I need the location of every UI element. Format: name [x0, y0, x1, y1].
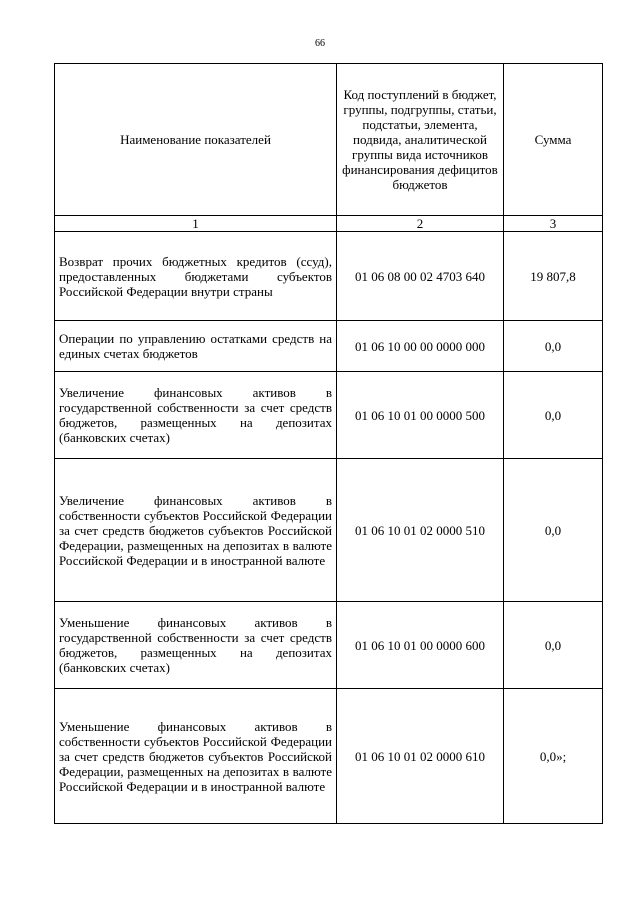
sources-of-financing-table — [54, 63, 603, 824]
header-name: Наименование показателей — [55, 64, 337, 216]
header-code: Код поступлений в бюджет, группы, подгруппы, статьи, подстатьи, элемента, подвида, аналитической группы вида источников финансирования дефицитов бюджетов — [337, 64, 504, 216]
row-code: 01 06 10 01 02 0000 610 — [337, 689, 504, 824]
row-sum: 0,0»; — [504, 689, 603, 824]
table-row — [55, 602, 603, 689]
row-name: Увеличение финансовых активов в государственной собственности за счет средств бюджетов, размещенных на депозитах (банковских счетах) — [55, 372, 337, 459]
page-number: 66 — [315, 38, 325, 49]
column-number: 2 — [337, 216, 504, 232]
row-code: 01 06 10 01 00 0000 500 — [337, 372, 504, 459]
column-number: 1 — [55, 216, 337, 232]
row-name: Уменьшение финансовых активов в собственности субъектов Российской Федерации за счет средств бюджетов субъектов Российской Федерации, размещенных на депозитах в валюте Российской Федерации и в иностранной валюте — [55, 689, 337, 824]
table-row — [55, 372, 603, 459]
table-row — [55, 321, 603, 372]
column-number: 3 — [504, 216, 603, 232]
row-sum: 0,0 — [504, 459, 603, 602]
row-code: 01 06 10 01 00 0000 600 — [337, 602, 504, 689]
row-name: Возврат прочих бюджетных кредитов (ссуд), предоставленных бюджетами субъектов Российской Федерации внутри страны — [55, 232, 337, 321]
header-sum: Сумма — [504, 64, 603, 216]
row-sum: 0,0 — [504, 602, 603, 689]
row-name: Операции по управлению остатками средств на единых счетах бюджетов — [55, 321, 337, 372]
row-code: 01 06 08 00 02 4703 640 — [337, 232, 504, 321]
table-row — [55, 689, 603, 824]
row-sum: 0,0 — [504, 321, 603, 372]
row-code: 01 06 10 00 00 0000 000 — [337, 321, 504, 372]
table-row — [55, 459, 603, 602]
row-name: Увеличение финансовых активов в собственности субъектов Российской Федерации за счет средств бюджетов субъектов Российской Федерации, размещенных на депозитах в валюте Российской Федерации и в иностранной валюте — [55, 459, 337, 602]
row-sum: 0,0 — [504, 372, 603, 459]
table-row — [55, 232, 603, 321]
column-numbers-row — [55, 216, 603, 232]
row-name: Уменьшение финансовых активов в государственной собственности за счет средств бюджетов, размещенных на депозитах (банковских счетах) — [55, 602, 337, 689]
row-sum: 19 807,8 — [504, 232, 603, 321]
row-code: 01 06 10 01 02 0000 510 — [337, 459, 504, 602]
table-header-row — [55, 64, 603, 216]
